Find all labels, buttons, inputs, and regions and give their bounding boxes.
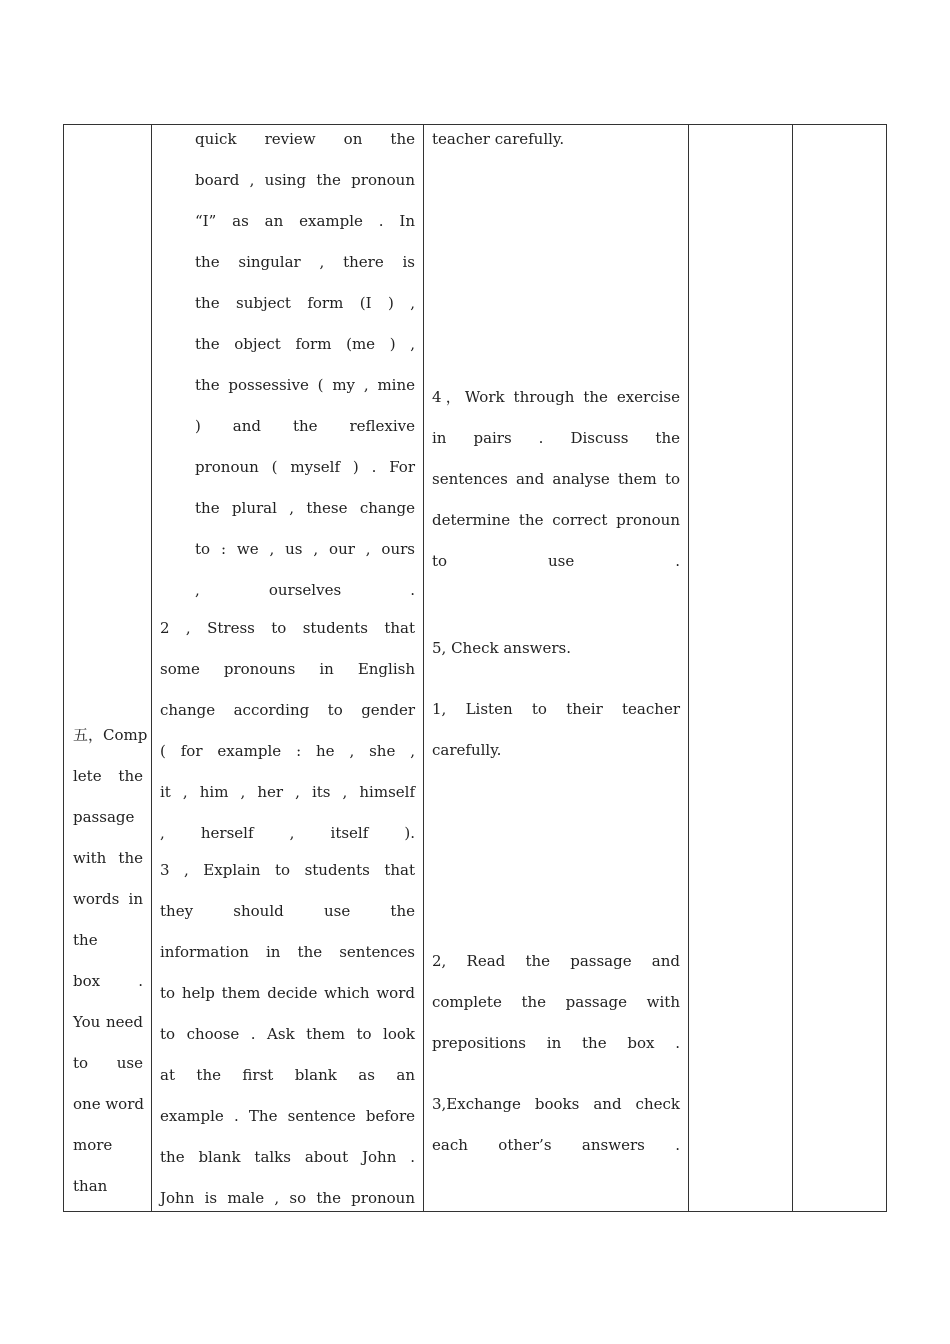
text-line: John is male , so the pronoun xyxy=(160,1189,415,1207)
text-line: change according to gender xyxy=(160,701,415,719)
text-line: each other’s answers . xyxy=(432,1136,680,1154)
text-line: the object form (me ) , xyxy=(195,335,415,353)
text-line: to use xyxy=(73,1054,143,1072)
text-line: , herself , itself ). xyxy=(160,824,415,842)
text-line: some pronouns in English xyxy=(160,660,415,678)
text-line: in pairs . Discuss the xyxy=(432,429,680,447)
text-line: 3,Exchange books and check xyxy=(432,1095,680,1113)
text-line: one word xyxy=(73,1095,144,1113)
text-line: ) and the reflexive xyxy=(195,417,415,435)
text-line: board , using the pronoun xyxy=(195,171,415,189)
text-line: information in the sentences xyxy=(160,943,415,961)
text-line: the subject form (I ) , xyxy=(195,294,415,312)
text-line: it , him , her , its , himself xyxy=(160,783,415,801)
text-line: “I” as an example . In xyxy=(195,212,415,230)
text-line: complete the passage with xyxy=(432,993,680,1011)
text-line: determine the correct pronoun xyxy=(432,511,680,529)
text-line: 3 , Explain to students that xyxy=(160,861,415,879)
text-line: lete the xyxy=(73,767,143,785)
text-line: passage xyxy=(73,808,135,826)
column-divider xyxy=(151,125,152,1211)
text-line: box . xyxy=(73,972,143,990)
teacher-activity-3 xyxy=(160,850,415,1219)
text-line: to use . xyxy=(432,552,680,570)
text-line: to help them decide which word xyxy=(160,984,415,1002)
text-line: 4，Work through the exercise xyxy=(432,388,680,406)
text-line: than xyxy=(73,1177,108,1195)
text-line: 5, Check answers. xyxy=(432,639,572,657)
text-line: 五，Comp xyxy=(73,726,148,744)
student-activity-listen xyxy=(432,689,680,771)
text-line: pronoun ( myself ) . For xyxy=(195,458,415,476)
text-line: 2, Read the passage and xyxy=(432,952,680,970)
text-line: the plural , these change xyxy=(195,499,415,517)
text-line: at the first blank as an xyxy=(160,1066,415,1084)
student-activity-read xyxy=(432,941,680,1064)
student-activity-4 xyxy=(432,377,680,582)
column-divider xyxy=(688,125,689,1211)
teacher-activity-2 xyxy=(160,608,415,854)
text-line: quick review on the xyxy=(195,130,415,148)
text-line: example . The sentence before xyxy=(160,1107,415,1125)
text-line: with the xyxy=(73,849,143,867)
column-divider xyxy=(792,125,793,1211)
text-line: 2 , Stress to students that xyxy=(160,619,415,637)
text-line: prepositions in the box . xyxy=(432,1034,680,1052)
lesson-plan-table xyxy=(63,124,887,1212)
student-activity-5 xyxy=(432,628,680,669)
text-line: the xyxy=(73,931,98,949)
text-line: the possessive ( my , mine xyxy=(195,376,415,394)
text-line: they should use the xyxy=(160,902,415,920)
text-line: 1, Listen to their teacher xyxy=(432,700,680,718)
text-line: more xyxy=(73,1136,113,1154)
column-divider xyxy=(423,125,424,1211)
text-line: , ourselves . xyxy=(195,581,415,599)
text-line: ( for example : he , she , xyxy=(160,742,415,760)
text-line: the blank talks about John . xyxy=(160,1148,415,1166)
teacher-activity-1 xyxy=(195,119,415,611)
text-line: the singular , there is xyxy=(195,253,415,271)
text-line: words in xyxy=(73,890,143,908)
text-line: to : we , us , our , ours xyxy=(195,540,415,558)
student-activity-continued xyxy=(432,119,680,160)
text-line: You need xyxy=(73,1013,143,1031)
text-line: to choose . Ask them to look xyxy=(160,1025,415,1043)
step-title xyxy=(73,715,148,1207)
student-activity-exchange xyxy=(432,1084,680,1166)
text-line: teacher carefully. xyxy=(432,130,565,148)
text-line: carefully. xyxy=(432,741,502,759)
text-line: sentences and analyse them to xyxy=(432,470,680,488)
